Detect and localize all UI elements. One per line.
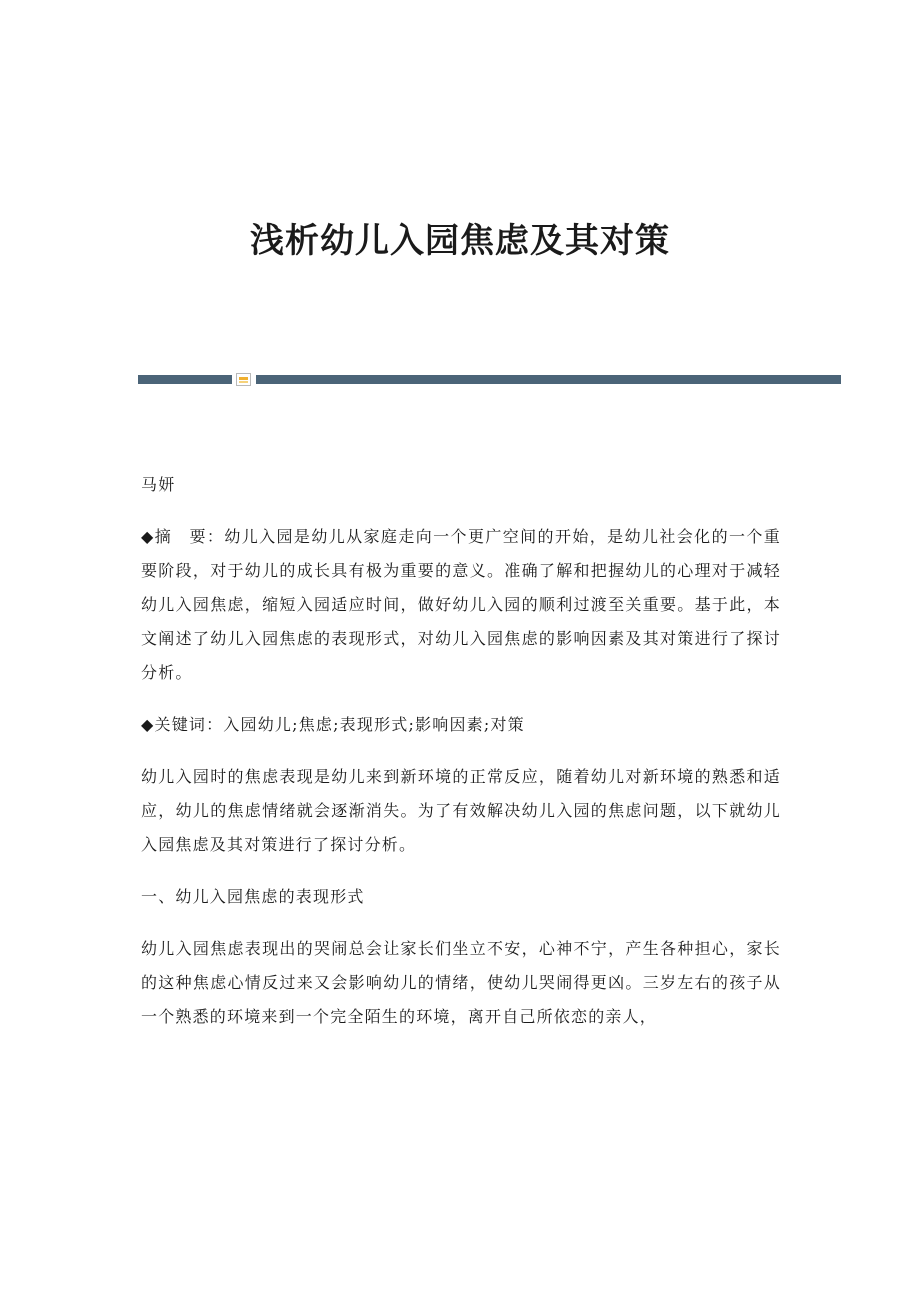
section-heading: 一、幼儿入园焦虑的表现形式 <box>141 887 365 906</box>
keywords: ◆关键词：入园幼儿;焦虑;表现形式;影响因素;对策 <box>141 715 525 734</box>
title-rule-left <box>138 375 232 384</box>
title-rule-right <box>256 375 841 384</box>
document-title: 浅析幼儿入园焦虑及其对策 <box>250 221 670 261</box>
abstract: ◆摘 要：幼儿入园是幼儿从家庭走向一个更广空间的开始，是幼儿社会化的一个重要阶段，对于幼儿的成长具有极为重要的意义。准确了解和把握幼儿的心理对于减轻幼儿入园焦虑，缩短入园适应时间，做好幼儿入园的顺利过渡至关重要。基于此，本文阐述了幼儿入园焦虑的表现形式，对幼儿入园焦虑的影响因素及其对策进行了探讨分析。 <box>141 527 781 682</box>
document-icon <box>236 373 251 386</box>
document-body <box>141 468 781 1052</box>
intro-paragraph: 幼儿入园时的焦虑表现是幼儿来到新环境的正常反应，随着幼儿对新环境的熟悉和适应，幼儿的焦虑情绪就会逐渐消失。为了有效解决幼儿入园的焦虑问题，以下就幼儿入园焦虑及其对策进行了探讨分析。 <box>141 767 781 854</box>
section-paragraph: 幼儿入园焦虑表现出的哭闹总会让家长们坐立不安，心神不宁，产生各种担心，家长的这种焦虑心情反过来又会影响幼儿的情绪，使幼儿哭闹得更凶。三岁左右的孩子从一个熟悉的环境来到一个完全陌生的环境，离开自己所依恋的亲人， <box>141 939 781 1026</box>
author: 马妍 <box>141 475 176 494</box>
